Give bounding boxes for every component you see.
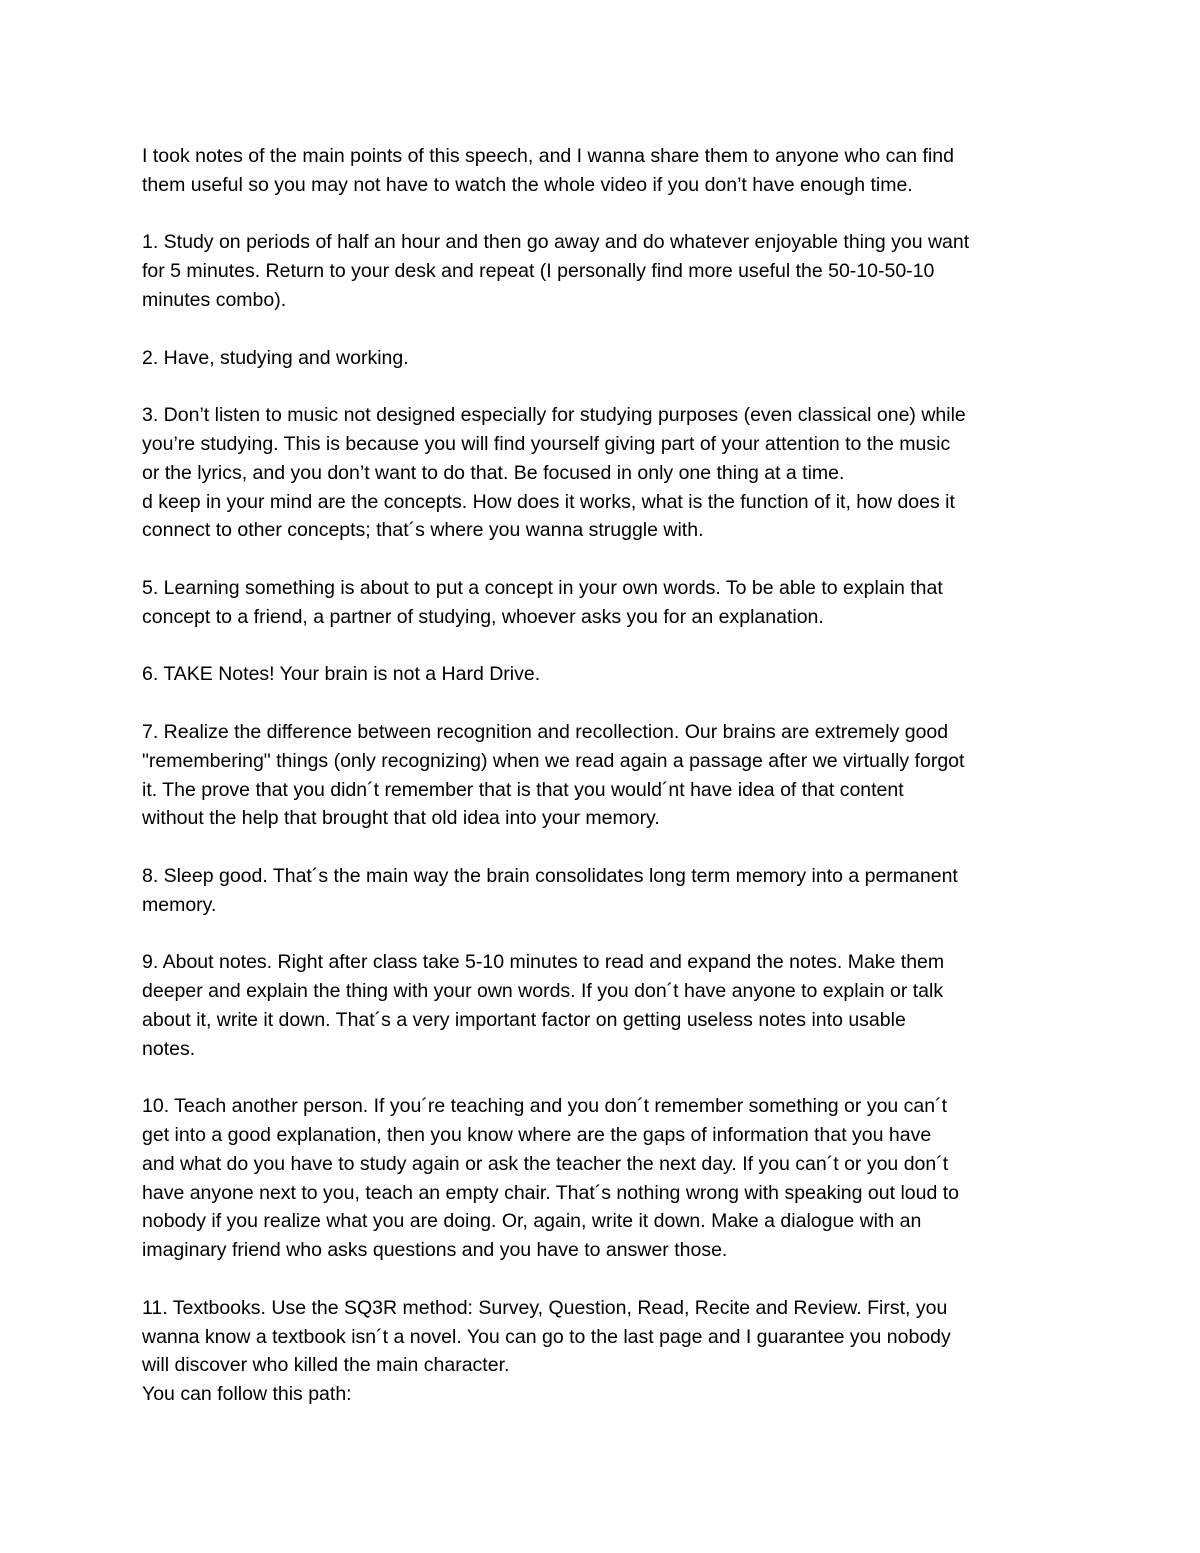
note-8-paragraph: 8. Sleep good. That´s the main way the brain consolidates long term memory into a permanent memory. bbox=[142, 864, 958, 916]
note-4-fragment-paragraph: d keep in your mind are the concepts. How does it works, what is the function of it, how does it connect to other concepts; that´s where you wanna struggle with. bbox=[142, 490, 955, 542]
closing-line: You can follow this path: bbox=[142, 1383, 352, 1406]
note-6-paragraph: 6. TAKE Notes! Your brain is not a Hard Drive. bbox=[142, 663, 541, 686]
note-2-paragraph: 2. Have, studying and working. bbox=[142, 346, 409, 369]
note-5-paragraph: 5. Learning something is about to put a concept in your own words. To be able to explain that concept to a friend, a partner of studying, whoever asks you for an explanation. bbox=[142, 576, 943, 628]
note-7-paragraph: 7. Realize the difference between recognition and recollection. Our brains are extremely good "remembering" things (only recognizing) when we read again a passage after we virtually forgot it. The prove that you didn´t remember that is that you would´nt have idea of that content without the help that brought that old idea into your memory. bbox=[142, 720, 965, 830]
note-9-paragraph: 9. About notes. Right after class take 5-10 minutes to read and expand the notes. Make them deeper and explain the thing with your own words. If you don´t have anyone to explain or talk about it, write it down. That´s a very important factor on getting useless notes into usable notes. bbox=[142, 951, 945, 1060]
note-1-paragraph: 1. Study on periods of half an hour and then go away and do whatever enjoyable thing you want for 5 minutes. Return to your desk and repeat (I personally find more useful the 50-10-50-10 minutes combo). bbox=[142, 231, 970, 311]
document-body bbox=[142, 142, 1067, 1409]
intro-paragraph: I took notes of the main points of this speech, and I wanna share them to anyone who can find them useful so you may not have to watch the whole video if you don’t have enough time. bbox=[142, 145, 954, 196]
note-11-paragraph: 11. Textbooks. Use the SQ3R method: Survey, Question, Read, Recite and Review. First, you wanna know a textbook isn´t a novel. You can go to the last page and I guarantee you nobody will discover who killed the main character. bbox=[142, 1296, 951, 1377]
note-3-paragraph: 3. Don’t listen to music not designed especially for studying purposes (even classical one) while you’re studying. This is because you will find yourself giving part of your attention to the music or the lyrics, and you don’t want to do that. Be focused in only one thing at a time. bbox=[142, 404, 966, 484]
note-10-paragraph: 10. Teach another person. If you´re teaching and you don´t remember something or you can´t get into a good explanation, then you know where are the gaps of information that you have and what do you have to study again or ask the teacher the next day. If you can´t or you don´t have anyone next to you, teach an empty chair. That´s nothing wrong with speaking out loud to nobody if you realize what you are doing. Or, again, write it down. Make a dialogue with an imaginary friend who asks questions and you have to answer those. bbox=[142, 1095, 959, 1262]
